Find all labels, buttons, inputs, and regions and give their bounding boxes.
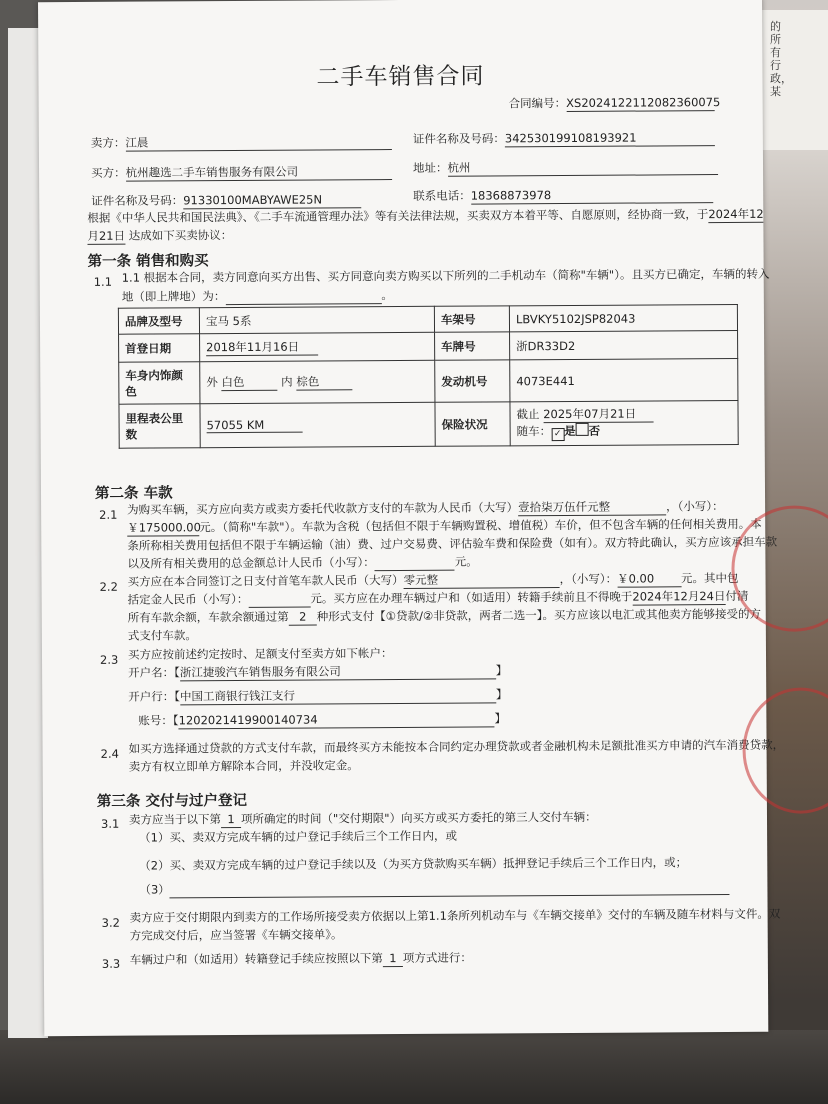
seller-name: 江晨: [125, 133, 391, 152]
insurance-follow-label: 随车：: [516, 424, 552, 439]
first-payment-unit: 元。其中包: [680, 570, 739, 586]
delivery-option-2: （2）买、卖双方完成车辆的过户登记手续以及（为买方贷款购买车辆）抵押登记手续后三个工作日内，或；: [139, 855, 688, 873]
reg-date-cell: [200, 332, 435, 361]
reg-date-value: 2018年11月16日: [206, 339, 318, 357]
vin-label: 车架号: [434, 306, 509, 332]
balance-deadline-text: 元。买方应在办理车辆过户和（如适用）转籍手续前且不得晚于: [310, 589, 633, 606]
section-1-1-line-b: [122, 287, 393, 306]
section-2-2-line-c: [128, 606, 761, 627]
insurance-until-date: 2025年07月21日: [543, 405, 653, 423]
mileage-value: 57055 KM: [207, 418, 303, 434]
table-row: [119, 330, 738, 362]
phone-row: [413, 186, 713, 205]
section-1-1-line-a: 1.1 根据本合同，卖方同意向买方出售、买方同意向卖方购买以下所列的二手机动车（简称"车辆"）。且买方已确定，车辆的转入: [121, 266, 770, 285]
article-3-title: 第三条 交付与过户登记: [96, 792, 248, 810]
exterior-color: 白色: [221, 374, 277, 391]
section-3-3-line-a: [130, 950, 472, 969]
contract-number-row: [508, 94, 721, 112]
bank-name: 中国工商银行钱江支行: [180, 686, 496, 705]
bracket-close: 】: [495, 687, 508, 702]
account-number-label: 账号：【: [138, 713, 179, 728]
seller-id-label: 证件名称及号码：: [412, 131, 505, 146]
address-row: [413, 158, 718, 177]
color-label: [119, 362, 200, 404]
pay-off-text: 付清: [725, 588, 749, 604]
section-2-4-number: 2.4: [100, 746, 119, 761]
first-payment-small-label: ，（小写）：: [559, 571, 618, 587]
color-cell: [200, 360, 435, 403]
mileage-cell: [200, 402, 435, 447]
price-small-label: ，（小写）：: [666, 499, 724, 514]
section-3-3-number: 3.3: [101, 956, 121, 971]
section-3-1-number: 3.1: [100, 816, 120, 831]
account-number: 1202021419900140734: [179, 710, 495, 729]
transfer-method-label: 车辆过户和（如适用）转籍登记手续应按照以下第: [129, 951, 383, 967]
address: 杭州: [447, 158, 717, 177]
payment-method-number: 2: [289, 609, 317, 626]
insurance-cell: [510, 400, 738, 445]
delivery-option-3-label: （3）: [139, 882, 170, 897]
address-label: 地址：: [412, 160, 448, 175]
color-label-b: 色: [125, 384, 137, 399]
no-label: 否: [588, 423, 601, 438]
exterior-label: 外: [206, 375, 218, 390]
first-payment-label: 买方应在本合同签订之日支付首笔车款人民币（大写）: [127, 572, 404, 589]
section-3-2-line-b: 方完成交付后，应当签署《车辆交接单》。: [129, 927, 343, 943]
price-in-words: 壹拾柒万伍仟元整: [518, 498, 666, 516]
company-seal-stamp: [742, 687, 828, 814]
bracket-close: 】: [494, 711, 507, 726]
preamble-date-b: 月21日: [87, 228, 126, 243]
brand-label: 品牌及型号: [118, 308, 199, 334]
preamble-text-2: 达成如下买卖协议：: [128, 228, 233, 243]
bank-row: [128, 686, 507, 705]
interior-color: 棕色: [296, 373, 352, 390]
price-in-figures: ￥175000.00: [127, 520, 201, 535]
bracket-close: 】: [495, 663, 508, 678]
delivery-option-label: 卖方应当于以下第: [128, 812, 222, 827]
engine-value: 4073E441: [510, 358, 738, 401]
article-1-title: 第一条 销售和购买: [87, 253, 209, 270]
mileage-label: [119, 404, 200, 448]
plate-value: 浙DR33D2: [510, 330, 738, 359]
first-payment-figures: ￥0.00: [617, 570, 681, 587]
delivery-option-number: 1: [221, 811, 241, 828]
first-payment-words: 零元整: [403, 571, 559, 589]
phone: 18368873978: [471, 186, 713, 204]
seller-label: 卖方：: [90, 135, 126, 150]
background-paper-text: 的所有行政，某: [770, 20, 792, 98]
section-3-1-line-a: [129, 809, 597, 829]
transfer-location-label: 地（即上牌地）为：: [121, 289, 226, 304]
phone-label: 联系电话：: [413, 188, 471, 203]
section-2-2-line-d: 式支付车款。: [127, 628, 197, 643]
bank-label: 开户行：【: [128, 689, 181, 704]
delivery-option-3: [139, 878, 729, 899]
interior-label: 内: [281, 374, 293, 389]
section-3-2-line-a: 卖方应于交付期限内到卖方的工作场所接受卖方依据以上第1.1条所列机动车与《车辆交接单》交付的车辆及随车材料与文件。双: [129, 906, 781, 925]
preamble-line-1: [87, 206, 763, 227]
buyer-id: 91330100MABYAWE25N: [183, 191, 361, 209]
preamble-date-a: 2024年12: [708, 206, 764, 222]
section-3-2-number: 3.2: [101, 915, 120, 930]
section-2-1-line-c: 条所称相关费用包括但不限于车辆运输（油）费、过户交易费、评估验车费和保险费（如有）。双方特此确认，买方应该承担车款: [127, 534, 778, 553]
page-title: 二手车销售合同: [316, 63, 485, 91]
buyer-name: 杭州趣选二手车销售服务有限公司: [126, 163, 392, 182]
balance-deadline-date: 2024年12月24日: [632, 589, 726, 604]
delivery-option-text: 项所确定的时间（"交付期限"）向买方或买方委托的第三人交付车辆：: [240, 809, 597, 826]
account-number-row: [138, 710, 506, 729]
brand-value: 宝马 5系: [199, 306, 434, 333]
section-2-3-number: 2.3: [99, 652, 119, 667]
total-blank: [375, 554, 455, 571]
section-1-1-number: 1.1: [93, 274, 113, 289]
total-label: 以及所有相关费用的总金额总计人民币（小写）：: [127, 555, 375, 571]
article-2-title: 第二条 车款: [94, 485, 173, 502]
transfer-location-blank: [225, 287, 381, 305]
transfer-method-text: 项方式进行：: [402, 950, 472, 966]
period: 。: [381, 288, 393, 303]
insurance-label: 保险状况: [435, 402, 510, 446]
preamble-text: 根据《中华人民共和国民法典》、《二手车流通管理办法》等有关法律法规，买卖双方本着平等、自愿原则，经协商一致，于: [87, 207, 709, 225]
seller-id: 342530199108193921: [505, 129, 715, 147]
vehicle-info-table: [118, 304, 739, 449]
transfer-method-number: 1: [383, 950, 403, 967]
section-2-4-line-a: 如买方选择通过贷款的方式支付车款，而最终买方未能按本合同约定办理贷款或者金融机构未足额批准买方申请的汽车消费贷款，: [128, 737, 785, 756]
contract-number: XS2024122112082360075: [566, 95, 721, 110]
vin-value: LBVKY5102JSP82043: [509, 304, 737, 331]
mileage-label-b: 数: [125, 427, 138, 442]
yes-checkbox[interactable]: ✓: [551, 428, 564, 441]
insurance-until-label: 截止: [516, 407, 540, 422]
section-2-1-text-b: 元。（简称"车款"）。车款为含税（包括但不限于车辆购置税、增值税）车价，但不包含车辆的任何相关费用。本: [199, 516, 762, 535]
contract-number-label: 合同编号：: [508, 95, 567, 111]
engine-label: 发动机号: [435, 360, 510, 402]
plate-label: 车牌号: [435, 332, 510, 360]
section-2-2-number: 2.2: [99, 579, 118, 594]
yes-label: 是: [564, 423, 576, 439]
buyer-id-row: [91, 191, 361, 210]
delivery-option-1: （1）买、卖双方完成车辆的过户登记手续后三个工作日内，或: [139, 828, 457, 845]
seller-id-row: [413, 129, 715, 148]
no-checkbox[interactable]: [576, 423, 589, 436]
total-unit: 元。: [454, 554, 478, 569]
price-words-label: 为购买车辆，买方应向卖方或卖方委托代收款方支付的车款为人民币（大写）: [127, 500, 519, 517]
mileage-label-a: 里程表公里: [125, 410, 184, 426]
section-2-4-line-b: 卖方有权立即单方解除本合同，并没收定金。: [128, 758, 359, 774]
section-2-1-line-d: [127, 554, 477, 573]
table-row: [119, 400, 738, 448]
account-name-row: [128, 662, 507, 681]
deposit-blank: [248, 591, 310, 608]
payment-method-label: 所有车款余额，车款余额通过第: [127, 609, 289, 625]
buyer-label: 买方：: [91, 165, 126, 180]
account-name-label: 开户名：【: [128, 665, 180, 680]
deposit-label: 括定金人民币（小写）：: [127, 591, 249, 607]
color-label-a: 车身内饰颜: [125, 367, 183, 383]
desk-background-bottom: [0, 1030, 828, 1104]
table-row: [118, 304, 737, 334]
table-row: [119, 358, 738, 404]
reg-date-label: 首登日期: [119, 334, 200, 362]
preamble-line-2: [87, 227, 232, 245]
delivery-option-3-blank: [170, 878, 730, 898]
seller-row: [91, 133, 392, 152]
section-2-3-line-a: 买方应按前述约定按时、足额支付至卖方如下帐户：: [127, 646, 393, 662]
buyer-row: [91, 163, 392, 182]
account-name: 浙江捷骏汽车销售服务有限公司: [180, 662, 496, 681]
section-2-1-number: 2.1: [99, 507, 118, 522]
buyer-id-label: 证件名称及号码：: [91, 193, 184, 208]
payment-method-text: 种形式支付【①贷款/②非贷款，两者二选一】。买方应该以电汇或其他卖方能够接受的方: [316, 606, 762, 624]
